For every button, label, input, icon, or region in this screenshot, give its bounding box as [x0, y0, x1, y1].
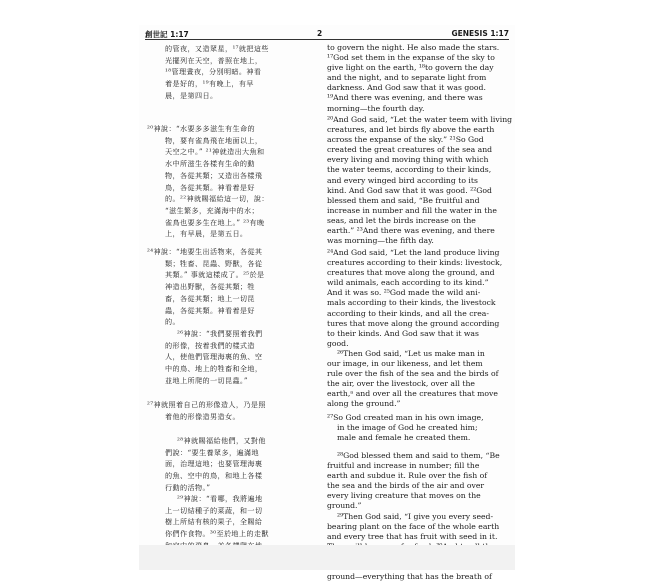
bible-page [139, 25, 515, 582]
zh-verse-26: ²⁶神說：“我們要照着我們 的形像，按着我們的樣式造 人，使他們管理海裏的魚、空 中的鳥、地上的牲畜和全地， 並地上所爬的一切昆蟲。” [165, 329, 263, 385]
zh-verses-20-23: ²⁰神說：“水要多多滋生有生命的 物，要有雀鳥飛在地面以上， 天空之中。” ²¹神就造出大魚和 水中所滋生各樣有生命的動 物，各從其類；又造出各樣飛 鳥，各從其類。神看着是好 的。²²神就賜福給這一切，說： “滋生繁多，充滿海中的水； 雀鳥也要多生在地上。” ²³有晚 上，有早晨，是第五日。 [147, 124, 269, 239]
page-number: 2 [317, 29, 323, 38]
en-verses-24-26: ²⁴And God said, “Let the land produce living creatures according to their kinds: livestock, creatures that move along the ground, and wild animals, each according to its kind.” And it was so. ²⁵God made the wild ani- mals according to their kinds, the livestock according to their kinds, and all the crea- tures that move along the ground according to their kinds. And God saw that it was good. ²⁶Then God said, “Let us make man in our image, in our likeness, and let them rule over the fish of the sea and the birds of the air, over the livestock, over all the earth,ᵃ and over all the creatures that move along the ground.” [327, 248, 503, 409]
en-verse-27-poem: ²⁷So God created man in his own image, in the image of God he created him; male and female he created them. [327, 413, 484, 443]
en-verses-16-19: to govern the night. He also made the stars. ¹⁷God set them in the expanse of the sky to give light on the earth, ¹⁸to govern the day and the night, and to separate light from darkness. And God saw that it was good. ¹⁹And there was evening, and there was morning—the fourth day. [327, 43, 500, 113]
en-verses-28-30: ²⁸God blessed them and said to them, “Be fruitful and increase in number; fill the earth and subdue it. Rule over the fish of the sea and the birds of the air and over every living creature that moves on the ground.” ²⁹Then God said, “I give you every seed- bearing plant on the face of the whole earth and every tree that has fruit with seed in it. ground—everything that has the breath of [327, 451, 500, 582]
zh-verse-27: ²⁷神就照着自己的形像造人，乃是照 着他的形像造男造女。 [147, 400, 266, 421]
zh-verses-17-19: 的管夜，又造眾星，¹⁷就把這些 光擺列在天空，普照在地上， ¹⁸管理晝夜，分別明暗。神看 着是好的，¹⁹有晚上，有早 晨，是第四日。 [165, 44, 269, 100]
header-rule [145, 39, 509, 40]
zh-verses-29-30: ²⁹神說：“看哪，我將遍地 上一切結種子的菜蔬，和一切 樹上所結有核的果子，全賜給 你們作食物。³⁰至於地上的走獸 [165, 494, 269, 539]
header-chinese-reference: 創世記 1:17 [145, 30, 189, 39]
page-bottom-shadow [139, 545, 515, 570]
zh-verses-24-25: ²⁴神說：“地要生出活物來，各從其 類；牲畜、昆蟲、野獸，各從 其類。” 事就這樣成了。²⁵於是 神造出野獸，各從其類；牲 畜，各從其類；地上一切昆 蟲，各從其類。神看着是好 的。 [147, 247, 265, 327]
zh-verse-28: ²⁸神就賜福給他們，又對他 們說：“要生養眾多，遍滿地 面，治理這地；也要管理海裏 的魚、空中的鳥，和地上各樣 行動的活物。” [165, 436, 266, 492]
en-verses-20-23: ²⁰And God said, “Let the water teem with living creatures, and let birds fly above the earth across the expanse of the sky.” ²¹So God created the great creatures of the sea and every living and moving thing with which the water teems, according to their kinds, and every winged bird according to its kind. And God saw that it was good. ²²God blessed them and said, “Be fruitful and increase in number and fill the water in the seas, and let the birds increase on the earth.” ²³And there was evening, and there was morning—the fifth day. [327, 115, 513, 246]
header-english-reference: GENESIS 1:17 [451, 29, 509, 38]
page-header [139, 25, 515, 39]
